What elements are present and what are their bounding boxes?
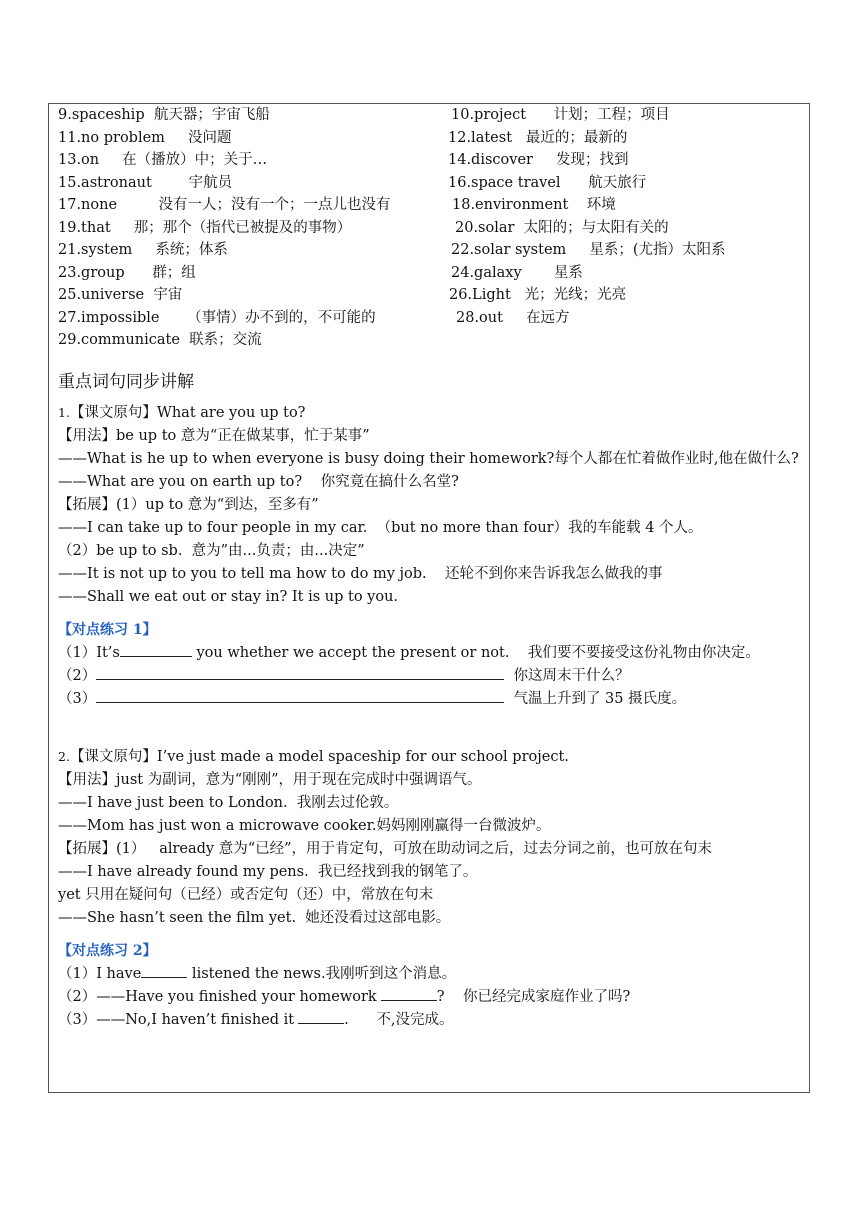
practice-1-q1: （1）It’s you whether we accept the present or not. 我们要不要接受这份礼物由你决定。 (58, 642, 801, 665)
vocab-left: 29.communicate 联系；交流 (58, 332, 262, 348)
practice-1-q3: （3） 气温上升到了 35 摄氏度。 (58, 688, 801, 711)
vocab-row (58, 329, 801, 352)
vocab-right: 10.project 计划；工程；项目 (451, 107, 670, 123)
item-2 (58, 745, 801, 930)
vocab-row (58, 217, 801, 240)
practice-2 (58, 940, 801, 1032)
vocab-right: 22.solar system 星系；(尤指）太阳系 (451, 242, 726, 258)
vocab-row (58, 149, 801, 172)
vocab-row (58, 284, 801, 307)
item-2-example-1: ——I have just been to London. 我刚去过伦敦。 (58, 794, 399, 811)
answer-blank[interactable] (96, 688, 504, 703)
answer-blank[interactable] (96, 665, 504, 680)
vocab-left: 13.on 在（播放）中；关于… (58, 152, 268, 168)
vocab-left: 23.group 群；组 (58, 264, 196, 281)
item-1-extension-2: （2）be up to sb. 意为”由...负责；由...决定” (58, 542, 365, 559)
item-2-yet-note: yet 只用在疑问句（已经）或否定句（还）中，常放在句末 (58, 886, 434, 903)
vocab-row (58, 104, 801, 127)
item-1-origin: 1.【课文原句】What are you up to? (58, 404, 306, 421)
item-1-usage: 【用法】be up to 意为“正在做某事，忙于某事” (58, 427, 370, 444)
vocab-row (58, 194, 801, 217)
vocab-left: 9.spaceship 航天器；宇宙飞船 (58, 107, 270, 123)
item-2-example-4: ——She hasn’t seen the film yet. 她还没看过这部电影。 (58, 909, 451, 926)
item-1 (58, 401, 801, 609)
answer-blank[interactable] (298, 1009, 344, 1024)
vocab-left: 15.astronaut 宇航员 (58, 174, 233, 191)
answer-blank[interactable] (381, 986, 437, 1001)
vocab-right: 24.galaxy 星系 (451, 264, 583, 281)
item-2-extension: 【拓展】(1） already 意为“已经”，用于肯定句，可放在助动词之后，过去分词之前，也可放在句末 (58, 840, 713, 857)
practice-2-q2: （2）——Have you finished your homework ? 你已经完成家庭作业了吗? (58, 986, 801, 1009)
practice-2-title: 【对点练习 2】 (58, 942, 157, 959)
document-content (58, 104, 801, 1032)
item-1-example-4: ——It is not up to you to tell ma how to do my job. 还轮不到你来告诉我怎么做我的事 (58, 565, 663, 582)
vocab-row (58, 239, 801, 262)
practice-2-q1: （1）I have listened the news.我刚听到这个消息。 (58, 963, 801, 986)
vocab-row (58, 127, 801, 150)
practice-1-q2: （2） 你这周末干什么？ (58, 665, 801, 688)
vocab-left: 25.universe 宇宙 (58, 287, 183, 303)
vocab-right: 18.environment 环境 (452, 197, 616, 213)
item-1-extension: 【拓展】(1）up to 意为“到达，至多有” (58, 496, 319, 513)
vocab-left: 27.impossible （事情）办不到的，不可能的 (58, 309, 376, 326)
item-1-example-3: ——I can take up to four people in my car. （but no more than four）我的车能载 4 个人。 (58, 519, 703, 536)
practice-1-title: 【对点练习 1】 (58, 621, 157, 638)
item-2-usage: 【用法】just 为副词，意为“刚刚”，用于现在完成时中强调语气。 (58, 771, 482, 788)
vocab-left: 21.system 系统；体系 (58, 242, 228, 258)
vocab-row (58, 307, 801, 330)
item-2-example-2: ——Mom has just won a microwave cooker.妈妈刚刚赢得一台微波炉。 (58, 817, 551, 834)
vocab-row (58, 172, 801, 195)
vocab-right: 20.solar 太阳的；与太阳有关的 (455, 219, 669, 236)
document-frame (48, 103, 810, 1093)
item-2-example-3: ——I have already found my pens. 我已经找到我的钢笔了。 (58, 863, 478, 880)
item-2-origin: 2.【课文原句】I’ve just made a model spaceship for our school project. (58, 748, 569, 765)
section-title: 重点词句同步讲解 (58, 371, 194, 392)
item-1-example-5: ——Shall we eat out or stay in? It is up to you. (58, 588, 399, 605)
vocab-left: 17.none 没有一人；没有一个；一点儿也没有 (58, 197, 391, 213)
answer-blank[interactable] (141, 963, 187, 978)
answer-blank[interactable] (120, 642, 192, 657)
vocab-left: 19.that 那；那个（指代已被提及的事物） (58, 219, 352, 236)
vocab-right: 14.discover 发现；找到 (448, 152, 629, 168)
vocab-row (58, 262, 801, 285)
item-1-example-1: ——What is he up to when everyone is busy doing their homework?每个人都在忙着做作业时,他在做什么? (58, 450, 799, 467)
practice-1 (58, 619, 801, 711)
vocab-left: 11.no problem 没问题 (58, 129, 232, 146)
vocab-right: 28.out 在远方 (456, 309, 570, 326)
item-1-example-2: ——What are you on earth up to? 你究竟在搞什么名堂? (58, 473, 459, 490)
vocab-list (58, 104, 801, 352)
vocab-right: 26.Light 光；光线；光亮 (449, 287, 627, 303)
vocab-right: 16.space travel 航天旅行 (448, 174, 647, 191)
vocab-right: 12.latest 最近的；最新的 (448, 129, 628, 146)
practice-2-q3: （3）——No,I haven’t finished it . 不,没完成。 (58, 1009, 801, 1032)
